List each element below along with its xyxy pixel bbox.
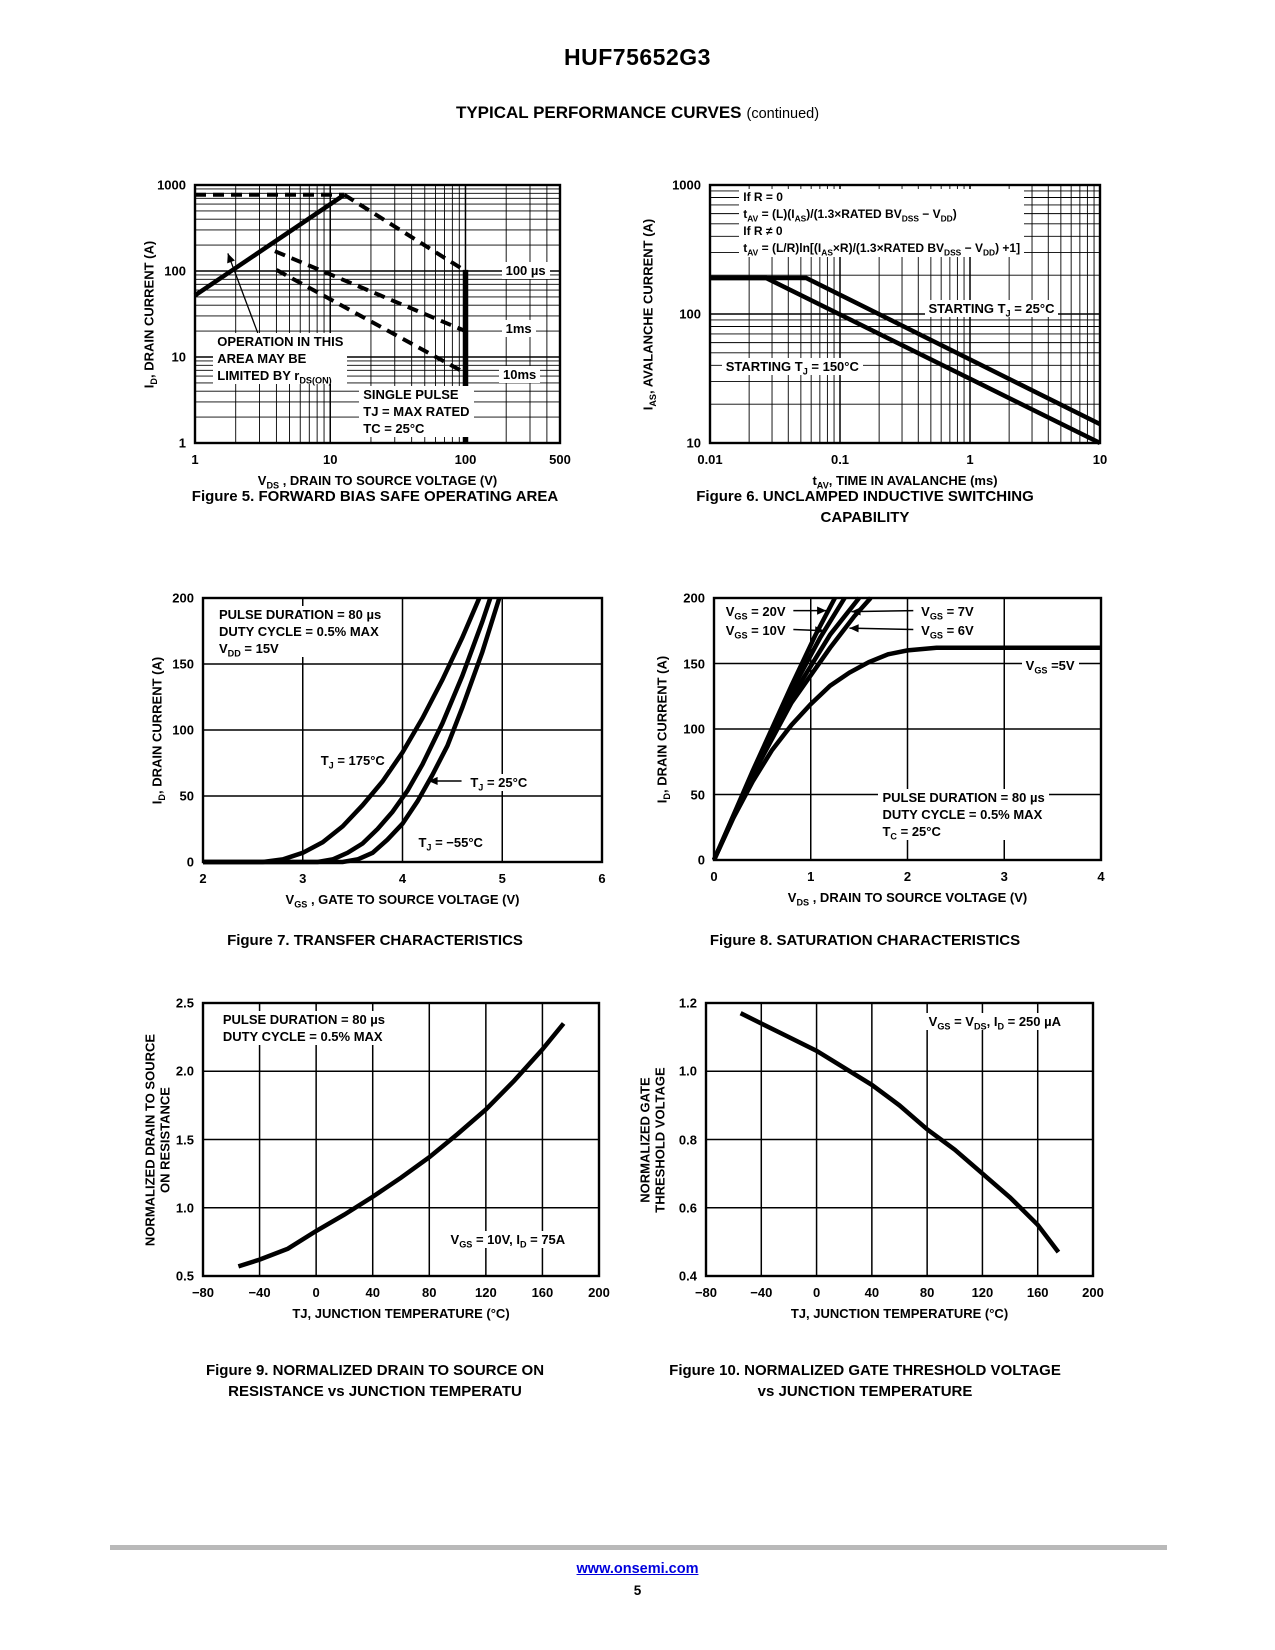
y-tick-label: 10: [171, 349, 186, 365]
x-tick-label: −40: [750, 1285, 773, 1300]
x-tick-label: 120: [474, 1285, 497, 1300]
x-tick-label: 40: [365, 1285, 380, 1300]
figure9-caption: [135, 1360, 615, 1402]
x-axis-label: TJ, JUNCTION TEMPERATURE (°C): [292, 1306, 510, 1321]
footer-divider: [110, 1545, 1167, 1550]
y-tick-label: 1.0: [678, 1063, 697, 1079]
y-tick-label: 1.2: [678, 995, 697, 1011]
x-tick-label: 0.01: [697, 452, 723, 467]
section-title-suffix: (continued): [746, 106, 820, 122]
y-tick-label: 0.6: [678, 1200, 697, 1216]
y-tick-label: 0.5: [175, 1268, 194, 1284]
figure5-forward-bias-soa-chart: [135, 175, 615, 505]
y-tick-label: 100: [164, 263, 186, 279]
y-tick-label: 1.0: [175, 1200, 194, 1216]
chart-annotation: PULSE DURATION = 80 µs DUTY CYCLE = 0.5% MAX $V_{DD} = 15V$: [215, 606, 385, 657]
x-tick-label: 0.1: [830, 452, 850, 467]
footer-link[interactable]: www.onsemi.com: [576, 1561, 699, 1577]
fig5-plot-svg: [135, 175, 615, 505]
y-tick-label: 0: [697, 852, 705, 868]
y-tick-label: 2.5: [175, 995, 194, 1011]
y-axis-label: NORMALIZED GATE THRESHOLD VOLTAGE: [637, 1066, 667, 1213]
x-tick-label: 120: [971, 1285, 994, 1300]
y-tick-label: 100: [172, 722, 194, 738]
x-tick-label: 1: [966, 452, 974, 467]
chart-annotation: If R = 0 $t_{AV}$ = $(L)(I_{AS})/(1.3\times RATED$ $BV_{DSS} - V_{DD}$) If R ≠ 0 $t_{AV}$ = $(L/R)\ln[(I_{AS}\times R)/(1.3\times RATED$ $BV_{DSS} - V_{DD}) +1$]: [739, 189, 1024, 257]
section-title: [0, 103, 1275, 123]
x-tick-label: 5: [498, 871, 506, 886]
y-tick-label: 150: [683, 656, 705, 671]
x-axis-label: $V_{DS}$ , DRAIN TO SOURCE VOLTAGE (V): [257, 473, 498, 491]
section-title-text: TYPICAL PERFORMANCE CURVES: [455, 103, 742, 122]
y-tick-label: 200: [683, 590, 705, 606]
x-tick-label: 200: [1082, 1285, 1104, 1300]
y-tick-label: 2.0: [175, 1063, 194, 1079]
fig8-plot-svg: [625, 588, 1105, 898]
x-tick-label: 80: [919, 1285, 935, 1300]
x-tick-label: −80: [694, 1285, 718, 1300]
y-tick-label: 200: [172, 590, 194, 606]
y-tick-label: 50: [179, 788, 194, 804]
caption-line: CAPABILITY: [820, 509, 910, 526]
x-tick-label: 160: [1026, 1285, 1049, 1300]
chart-annotation: $V_{GS} = 10V$: [722, 622, 790, 639]
x-tick-label: 10: [1092, 452, 1108, 467]
chart-annotation: PULSE DURATION = 80 µs DUTY CYCLE = 0.5% MAX: [219, 1011, 389, 1045]
x-tick-label: 2: [903, 869, 912, 884]
figure6-unclamped-inductive-chart: [625, 175, 1108, 505]
arrowhead-icon: [849, 624, 858, 632]
y-axis-label: $I_D$, DRAIN CURRENT (A): [141, 240, 160, 388]
chart-annotation: 1ms: [502, 320, 536, 337]
x-tick-label: 80: [422, 1285, 437, 1300]
figure7-caption: [135, 930, 615, 951]
chart-annotation: $V_{GS} = V_{DS}$, $I_D = 250$ µA: [925, 1013, 1065, 1030]
caption-line: Figure 8. SATURATION CHARACTERISTICS: [709, 932, 1021, 949]
figure6-caption: [625, 486, 1105, 528]
figure10-caption: [625, 1360, 1105, 1402]
x-tick-label: 100: [454, 452, 477, 467]
caption-line: vs JUNCTION TEMPERATURE: [757, 1383, 973, 1400]
x-tick-label: 1: [807, 869, 815, 884]
chart-annotation: STARTING $T_J = 25^\circ C$: [925, 300, 1059, 317]
page-number: 5: [633, 1583, 642, 1598]
figure8-caption: [625, 930, 1105, 951]
y-tick-label: 0.4: [678, 1268, 697, 1284]
y-axis-label: $I_D$, DRAIN CURRENT (A): [149, 656, 168, 804]
y-tick-label: 100: [679, 306, 701, 322]
chart-annotation: 100 µs: [502, 262, 550, 279]
y-axis-label: $I_{AS}$, AVALANCHE CURRENT (A): [640, 218, 659, 410]
figure7-transfer-characteristics-chart: [135, 588, 615, 910]
chart-annotation: STARTING $T_J = 150^\circ C$: [722, 358, 863, 375]
x-tick-label: 10: [323, 452, 338, 467]
caption-line: Figure 10. NORMALIZED GATE THRESHOLD VOLTAGE: [669, 1362, 1061, 1379]
y-tick-label: 1000: [157, 177, 186, 193]
chart-annotation: PULSE DURATION = 80 µs DUTY CYCLE = 0.5% MAX $T_C = 25^\circ C$: [878, 789, 1048, 840]
figure8-saturation-characteristics-chart: [625, 588, 1105, 908]
chart-annotation: 10ms: [499, 366, 540, 383]
x-tick-label: 40: [864, 1285, 880, 1300]
caption-line: Figure 6. UNCLAMPED INDUCTIVE SWITCHING: [696, 488, 1034, 505]
chart-annotation: $T_J = 175^\circ C$: [317, 752, 389, 769]
x-tick-label: 6: [598, 871, 606, 886]
figure10-normalized-vth-chart: [625, 993, 1105, 1323]
caption-line: Figure 5. FORWARD BIAS SAFE OPERATING AREA: [191, 488, 559, 505]
y-tick-label: 0.8: [678, 1132, 697, 1147]
y-tick-label: 1.5: [175, 1132, 194, 1147]
chart-annotation: $T_J = 25^\circ C$: [466, 774, 531, 791]
series-normalized-rdson: [238, 1024, 563, 1267]
chart-annotation: $V_{GS} = 6V$: [917, 622, 978, 639]
x-tick-label: 160: [531, 1285, 554, 1300]
x-tick-label: 4: [398, 871, 407, 886]
chart-annotation: $V_{GS} = 7V$: [917, 603, 978, 620]
arrowhead-icon: [227, 253, 235, 263]
y-axis-label: $I_D$, DRAIN CURRENT (A): [654, 655, 673, 803]
x-tick-label: 500: [549, 452, 571, 467]
x-tick-label: −80: [191, 1285, 215, 1300]
caption-line: Figure 9. NORMALIZED DRAIN TO SOURCE ON: [205, 1362, 545, 1379]
chart-annotation: SINGLE PULSE TJ = MAX RATED TC = 25°C: [359, 386, 473, 437]
page-title: HUF75652G3: [564, 44, 711, 70]
y-tick-label: 100: [683, 721, 705, 737]
y-tick-label: 0: [186, 854, 194, 870]
series-normalized-gate-threshold: [741, 1013, 1059, 1252]
caption-line: RESISTANCE vs JUNCTION TEMPERATU: [228, 1383, 522, 1400]
figure9-normalized-rdson-chart: [135, 993, 615, 1323]
fig10-plot-svg: [625, 993, 1105, 1323]
x-axis-label: TJ, JUNCTION TEMPERATURE (°C): [790, 1306, 1009, 1321]
x-axis-label: $V_{GS}$ , GATE TO SOURCE VOLTAGE (V): [285, 892, 520, 910]
x-tick-label: 3: [1000, 869, 1008, 884]
y-tick-label: 50: [690, 787, 705, 802]
x-tick-label: 0: [812, 1285, 821, 1300]
series-pulse-100us: [344, 195, 465, 271]
x-tick-label: 4: [1097, 869, 1105, 884]
y-tick-label: 10: [686, 435, 701, 451]
x-axis-label: $t_{AV}$, TIME IN AVALANCHE (ms): [812, 473, 998, 491]
chart-annotation: $V_{GS} = 10V$, $I_D = 75A$: [447, 1231, 570, 1248]
x-tick-label: 200: [588, 1285, 610, 1300]
y-axis-label: NORMALIZED DRAIN TO SOURCE ON RESISTANCE: [142, 1033, 172, 1246]
x-tick-label: 0: [710, 869, 718, 884]
x-tick-label: 2: [199, 871, 207, 886]
x-tick-label: −40: [248, 1285, 271, 1300]
footer: [0, 1560, 1275, 1578]
figure5-caption: [135, 486, 615, 507]
x-tick-label: 3: [299, 871, 307, 886]
y-tick-label: 1: [178, 435, 186, 451]
chart-annotation: OPERATION IN THIS AREA MAY BE LIMITED BY $r_{DS(ON)}$: [213, 333, 347, 384]
chart-annotation: $V_{GS} = 20V$: [722, 603, 790, 620]
chart-annotation: $T_J = -55^\circ C$: [414, 834, 486, 851]
caption-line: Figure 7. TRANSFER CHARACTERISTICS: [227, 932, 523, 949]
x-tick-label: 1: [191, 452, 199, 467]
x-tick-label: 0: [312, 1285, 320, 1300]
x-axis-label: $V_{DS}$ , DRAIN TO SOURCE VOLTAGE (V): [787, 890, 1028, 908]
series-pulse-1ms: [275, 251, 466, 331]
y-tick-label: 150: [172, 656, 194, 672]
chart-annotation: $V_{GS} =5V$: [1022, 657, 1079, 674]
y-tick-label: 1000: [672, 177, 701, 193]
